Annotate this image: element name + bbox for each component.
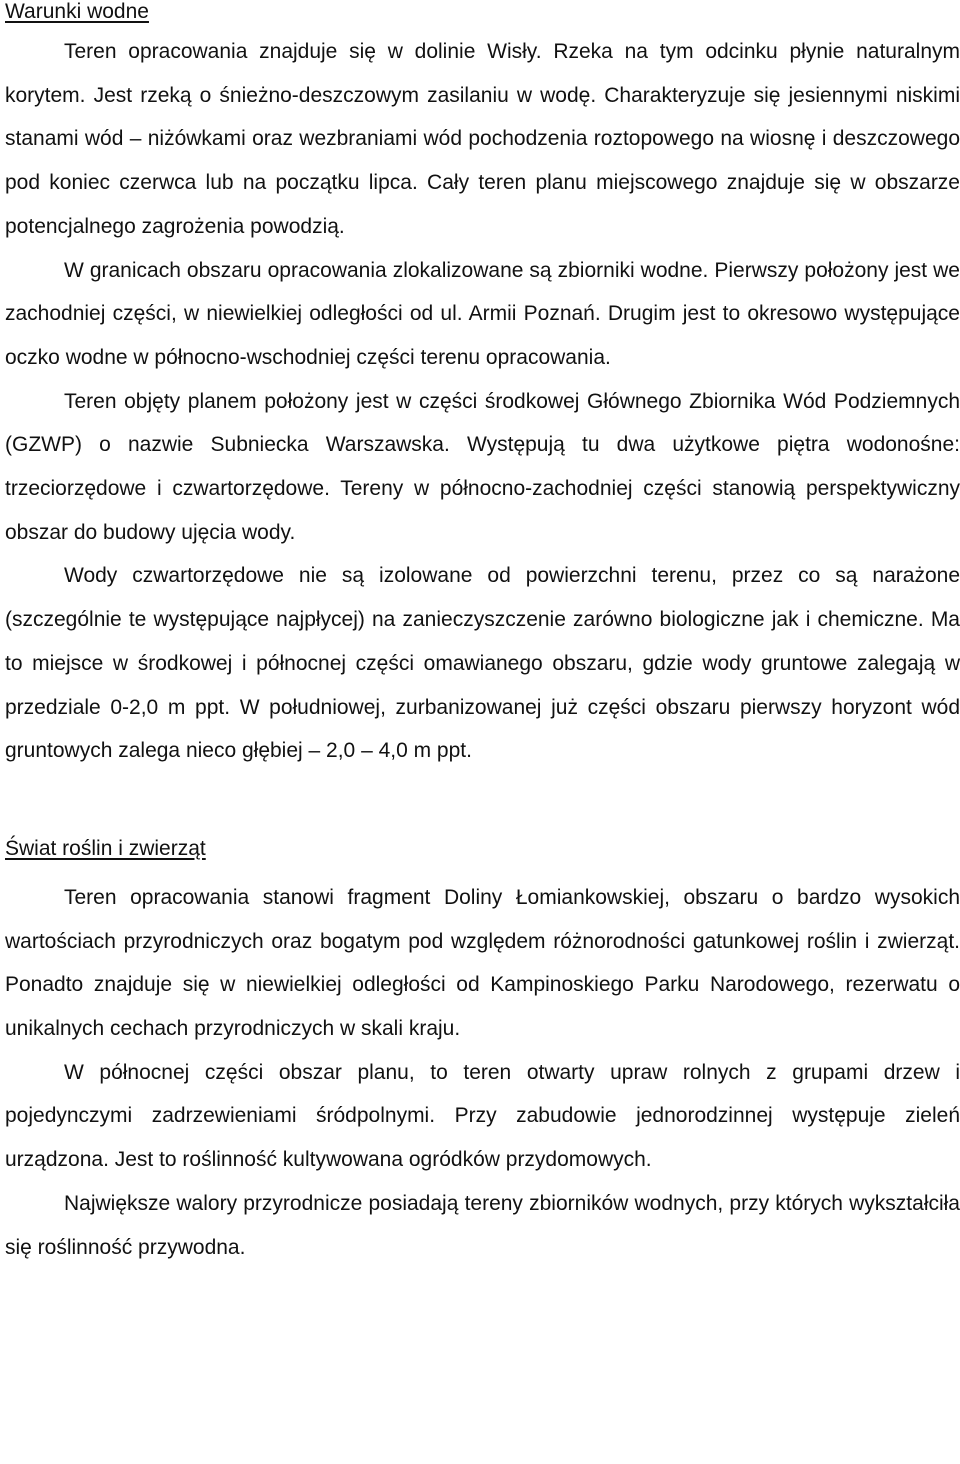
section-spacer — [5, 773, 960, 837]
section-heading: Świat roślin i zwierząt — [5, 836, 206, 860]
paragraph: Największe walory przyrodnicze posiadają tereny zbiorników wodnych, przy których wykształciła się roślinność przywodna. — [5, 1191, 960, 1259]
section-warunki-wodne — [5, 0, 960, 773]
paragraph: W granicach obszaru opracowania zlokalizowane są zbiorniki wodne. Pierwszy położony jest we zachodniej części, w niewielkiej odległości od ul. Armii Poznań. Drugim jest to okresowo występujące oczko wodne w północno-wschodniej części terenu opracowania. — [5, 258, 960, 369]
paragraph: Teren objęty planem położony jest w części środkowej Głównego Zbiornika Wód Podziemnych (GZWP) o nazwie Subniecka Warszawska. Występują tu dwa użytkowe piętra wodonośne: trzeciorzędowe i czwartorzędowe. Tereny w północno-zachodniej części stanowią perspektywiczny obszar do budowy ujęcia wody. — [5, 389, 960, 544]
paragraph: Wody czwartorzędowe nie są izolowane od powierzchni terenu, przez co są narażone (szczególnie te występujące najpłycej) na zanieczyszczenie zarówno biologiczne jak i chemiczne. Ma to miejsce w środkowej i północnej części omawianego obszaru, gdzie wody gruntowe zalegają w przedziale 0-2,0 m ppt. W południowej, zurbanizowanej już części obszaru pierwszy horyzont wód gruntowych zalega nieco głębiej – 2,0 – 4,0 m ppt. — [5, 564, 960, 763]
paragraph: Teren opracowania stanowi fragment Doliny Łomiankowskiej, obszaru o bardzo wysokich wartościach przyrodniczych oraz bogatym pod względem różnorodności gatunkowej roślin i zwierząt. Ponadto znajduje się w niewielkiej odległości od Kampinoskiego Parku Narodowego, rezerwatu o unikalnych cechach przyrodniczych w skali kraju. — [5, 885, 960, 1041]
section-heading: Warunki wodne — [5, 0, 149, 23]
paragraph: W północnej części obszar planu, to teren otwarty upraw rolnych z grupami drzew i pojedynczymi zadrzewieniami śródpolnymi. Przy zabudowie jednorodzinnej występuje zieleń urządzona. Jest to roślinność kultywowana ogródków przydomowych. — [5, 1060, 960, 1172]
paragraph: Teren opracowania znajduje się w dolinie Wisły. Rzeka na tym odcinku płynie naturalnym korytem. Jest rzeką o śnieżno-deszczowym zasilaniu w wodę. Charakteryzuje się jesiennymi niskimi stanami wód – niżówkami oraz wezbraniami wód pochodzenia roztopowego na wiosnę i deszczowego pod koniec czerwca lub na początku lipca. Cały teren planu miejscowego znajduje się w obszarze potencjalnego zagrożenia powodzią. — [5, 40, 960, 238]
section-swiat-roslin — [5, 837, 960, 1269]
